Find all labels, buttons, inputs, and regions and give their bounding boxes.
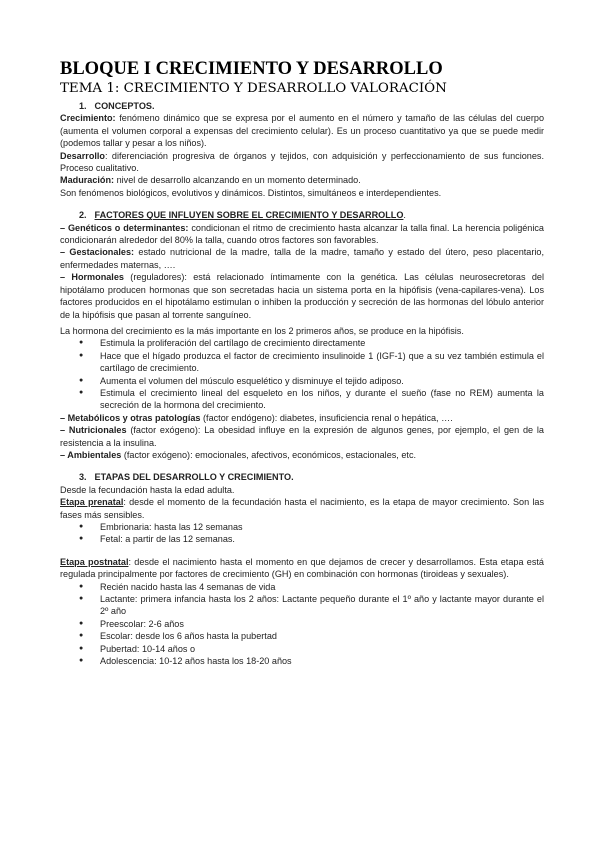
- hgh-list: [60, 337, 544, 411]
- document-subtitle: TEMA 1: CRECIMIENTO Y DESARROLLO VALORACIÓN: [60, 81, 447, 96]
- section-3-heading: [60, 471, 544, 483]
- section-2-title-end: .: [403, 210, 406, 221]
- list-item: ● Hace que el hígado produzca el factor de crecimiento insulinoide 1 (IGF-1) que a su vez también estimula el cartílago de crecimiento.: [90, 350, 544, 375]
- section-3-title: ETAPAS DEL DESARROLLO Y CRECIMIENTO.: [94, 472, 294, 483]
- desarrollo-term: Desarrollo: [60, 150, 105, 161]
- list-item: ● Pubertad: 10-14 años o: [90, 643, 544, 655]
- hormonales-factor: [60, 271, 544, 321]
- list-item: ● Escolar: desde los 6 años hasta la pubertad: [90, 630, 544, 642]
- hormonales-term: – Hormonales: [60, 272, 124, 283]
- gestacionales-factor: [60, 246, 544, 271]
- hgh-intro: La hormona del crecimiento es la más importante en los 2 primeros años, se produce en la hipófisis.: [60, 325, 464, 336]
- list-item: ● Estimula el crecimiento lineal del esqueleto en los niños, y durante el sueño (fase no REM) aumenta la secreción de la hormona del crecimiento.: [90, 387, 544, 412]
- list-item: ● Estimula la proliferación del cartílago de crecimiento directamente: [90, 337, 544, 349]
- list-item: ● Recién nacido hasta las 4 semanas de vida: [90, 581, 544, 593]
- desarrollo-text: : diferenciación progresiva de órganos y tejidos, con adquisición y perfeccionamiento de sus funciones. Proceso cualitativo.: [60, 150, 544, 174]
- hormonales-text: (reguladores): está relacionado íntimamente con la genética. Las células neurosecretoras del hipotálamo producen hormonas que son secretadas hacia un sistema porta en la hipófisis (vena-capilares-vena). Los factores producidos en el hipotálamo estimulan o inhiben la producción y secreción de las hormonas del lóbulo anterior de la hipófisis que pasan al torrente sanguíneo.: [60, 272, 544, 320]
- section-1-heading: [60, 100, 544, 112]
- gestacionales-term: – Gestacionales:: [60, 247, 135, 258]
- gestacionales-text: estado nutricional de la madre, talla de la madre, tamaño y estado del útero, peso placentario, enfermedades maternas, ….: [60, 247, 544, 270]
- list-item: ● Adolescencia: 10-12 años hasta los 18-20 años: [90, 655, 544, 667]
- section-1-title: CONCEPTOS.: [94, 101, 155, 111]
- nutricionales-term: – Nutricionales: [60, 425, 127, 436]
- crecimiento-definition: [60, 112, 544, 149]
- section-3-number: 3.: [79, 472, 87, 483]
- list-item: ● Embrionaria: hasta las 12 semanas: [90, 521, 544, 533]
- maduracion-definition: [60, 174, 544, 186]
- prenatal-list: [60, 521, 544, 546]
- metabolicos-factor: [60, 412, 544, 424]
- list-item: ● Lactante: primera infancia hasta los 2 años: Lactante pequeño durante el 1º año y lactante mayor durante el 2º año: [90, 593, 544, 618]
- section-2-title: FACTORES QUE INFLUYEN SOBRE EL CRECIMIENTO Y DESARROLLO: [94, 210, 404, 221]
- geneticos-factor: [60, 222, 544, 247]
- section-3-intro: Desde la fecundación hasta la edad adulta.: [60, 484, 235, 495]
- metabolicos-text: (factor endógeno): diabetes, insuficiencia renal o hepática, ….: [200, 412, 453, 423]
- nutricionales-text: (factor exógeno): La obesidad influye en la expresión de algunos genes, por ejemplo, el gen de la resistencia a la insulina.: [60, 425, 544, 448]
- section-1-number: 1.: [79, 101, 87, 111]
- desarrollo-definition: [60, 150, 544, 175]
- list-item: ● Aumenta el volumen del músculo esquelético y disminuye el tejido adiposo.: [90, 375, 544, 387]
- metabolicos-term: – Metabólicos y otras patologías: [60, 412, 201, 423]
- postnatal-text: : desde el nacimiento hasta el momento en que dejamos de crecer y desarrollamos. Esta etapa está regulada principalmente por factores de crecimiento (GH) en combinación con hormonas (tiroideas y sexuales).: [60, 556, 544, 580]
- ambientales-factor: [60, 449, 544, 461]
- geneticos-term: – Genéticos o determinantes:: [60, 222, 189, 233]
- section-2-heading: [60, 209, 544, 221]
- ambientales-text: (factor exógeno): emocionales, afectivos, económicos, estacionales, etc.: [121, 449, 417, 460]
- nutricionales-factor: [60, 424, 544, 449]
- postnatal-list: [60, 581, 544, 668]
- geneticos-text: condicionan el ritmo de crecimiento hasta alcanzar la talla final. La herencia poligénica condicionarán alrededor del 80% la talla, cuando otros factores son favorables.: [60, 222, 544, 246]
- postnatal-stage: [60, 556, 544, 581]
- section-2-number: 2.: [79, 210, 87, 221]
- list-item: ● Fetal: a partir de las 12 semanas.: [90, 533, 544, 545]
- document-page: [60, 58, 544, 667]
- section-1-closing: Son fenómenos biológicos, evolutivos y dinámicos. Distintos, simultáneos e interdependientes.: [60, 187, 442, 198]
- prenatal-term: Etapa prenatal: [60, 497, 124, 508]
- crecimiento-term: Crecimiento:: [60, 113, 116, 124]
- crecimiento-text: fenómeno dinámico que se expresa por el aumento en el número y tamaño de las células del cuerpo (aumenta el volumen corporal a expensas del crecimiento celular). Es un proceso cuantitativo ya que se puede medir (podemos tallar y pesar a los niños).: [60, 113, 544, 149]
- prenatal-text: : desde el momento de la fecundación hasta el nacimiento, es la etapa de mayor crecimiento. Son las fases más sensibles.: [60, 497, 544, 520]
- maduracion-text: nivel de desarrollo alcanzando en un momento determinado.: [114, 175, 361, 186]
- document-title: BLOQUE I CRECIMIENTO Y DESARROLLO: [60, 59, 443, 79]
- list-item: ● Preescolar: 2-6 años: [90, 618, 544, 630]
- postnatal-term: Etapa postnatal: [60, 556, 129, 567]
- ambientales-term: – Ambientales: [60, 449, 122, 460]
- maduracion-term: Maduración:: [60, 175, 115, 186]
- prenatal-stage: [60, 496, 544, 521]
